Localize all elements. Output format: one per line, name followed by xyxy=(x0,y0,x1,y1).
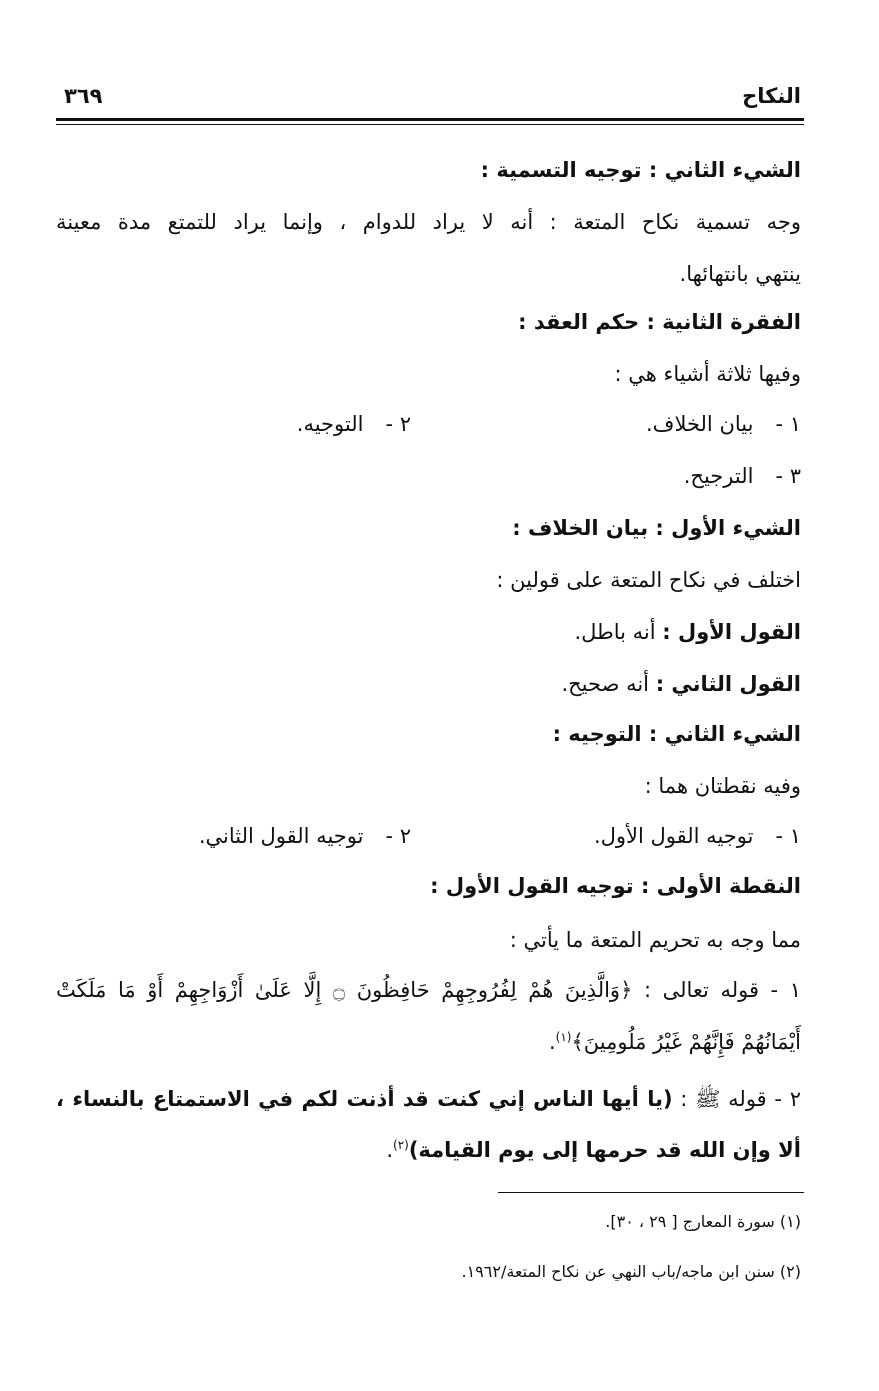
paragraph-line: مما وجه به تحريم المتعة ما يأتي : xyxy=(509,928,801,952)
heading-justification: الشيء الثاني : التوجيه : xyxy=(552,722,801,746)
list-item xyxy=(297,412,411,436)
list-item xyxy=(684,464,801,488)
hadith-intro: ٢ - قوله ﷺ : xyxy=(680,1087,801,1111)
list-number: ٣ - xyxy=(775,464,801,488)
list-number: ٢ - xyxy=(385,824,411,848)
page-number: ٣٦٩ xyxy=(64,84,103,108)
footnote-ref: (١) xyxy=(555,1030,572,1044)
heading-contract-ruling: الفقرة الثانية : حكم العقد : xyxy=(518,310,801,334)
opinion-text: أنه صحيح. xyxy=(561,672,650,696)
quran-verse-line: ١ - قوله تعالى : ﴿وَالَّذِينَ هُمْ لِفُرُوجِهِمْ حَافِظُونَ ۝ إِلَّا عَلَىٰ أَزْوَاجِهِمْ أَوْ مَا مَلَكَتْ xyxy=(56,978,801,1002)
list-text: الترجيح. xyxy=(683,464,754,488)
quran-verse-line xyxy=(549,1030,801,1054)
footnote-ref: (٢) xyxy=(393,1138,409,1152)
header-rule-thin xyxy=(56,124,804,125)
opinion-label: القول الأول : xyxy=(662,620,801,644)
list-text: توجيه القول الأول. xyxy=(593,824,754,848)
list-item xyxy=(594,824,801,848)
paragraph-line: وفيه نقطتان هما : xyxy=(644,774,801,798)
opinion-text: أنه باطل. xyxy=(574,620,656,644)
paragraph-line: اختلف في نكاح المتعة على قولين : xyxy=(496,568,801,592)
paragraph-line: وجه تسمية نكاح المتعة : أنه لا يراد للدوام ، وإنما يراد للتمتع مدة معينة xyxy=(56,210,801,234)
list-text: التوجيه. xyxy=(296,412,364,436)
list-item xyxy=(646,412,801,436)
list-text: توجيه القول الثاني. xyxy=(198,824,364,848)
paragraph-line: وفيها ثلاثة أشياء هي : xyxy=(614,362,801,386)
heading-disagreement: الشيء الأول : بيان الخلاف : xyxy=(512,516,801,540)
list-number: ٢ - xyxy=(385,412,411,436)
opinion-label: القول الثاني : xyxy=(655,672,801,696)
header-rule-thick xyxy=(56,118,804,121)
paragraph-line: ينتهي بانتهائها. xyxy=(679,262,801,286)
opinion-line xyxy=(574,620,801,644)
punctuation: . xyxy=(386,1138,393,1162)
heading-naming-rationale: الشيء الثاني : توجيه التسمية : xyxy=(480,158,801,182)
list-number: ١ - xyxy=(775,412,801,436)
heading-first-point: النقطة الأولى : توجيه القول الأول : xyxy=(430,874,801,898)
hadith-line xyxy=(386,1138,801,1162)
footnote: (٢) سنن ابن ماجه/باب النهي عن نكاح المتعة/١٩٦٢. xyxy=(461,1262,801,1281)
hadith-text: ألا وإن الله قد حرمها إلى يوم القيامة) xyxy=(408,1138,801,1162)
footnote: (١) سورة المعارج [ ٢٩ ، ٣٠]. xyxy=(605,1212,801,1231)
opinion-line xyxy=(561,672,801,696)
verse-text: أَيْمَانُهُمْ فَإِنَّهُمْ غَيْرُ مَلُومِينَ﴾ xyxy=(571,1030,801,1054)
hadith-text: (يا أيها الناس إني كنت قد أذنت لكم في الاستمتاع بالنساء ، xyxy=(56,1087,673,1111)
list-number: ١ - xyxy=(775,824,801,848)
punctuation: . xyxy=(548,1030,556,1054)
footnote-separator xyxy=(498,1192,804,1193)
running-header-title: النكاح xyxy=(742,84,801,108)
list-text: بيان الخلاف. xyxy=(646,412,754,436)
list-item xyxy=(199,824,411,848)
hadith-line xyxy=(56,1086,801,1117)
